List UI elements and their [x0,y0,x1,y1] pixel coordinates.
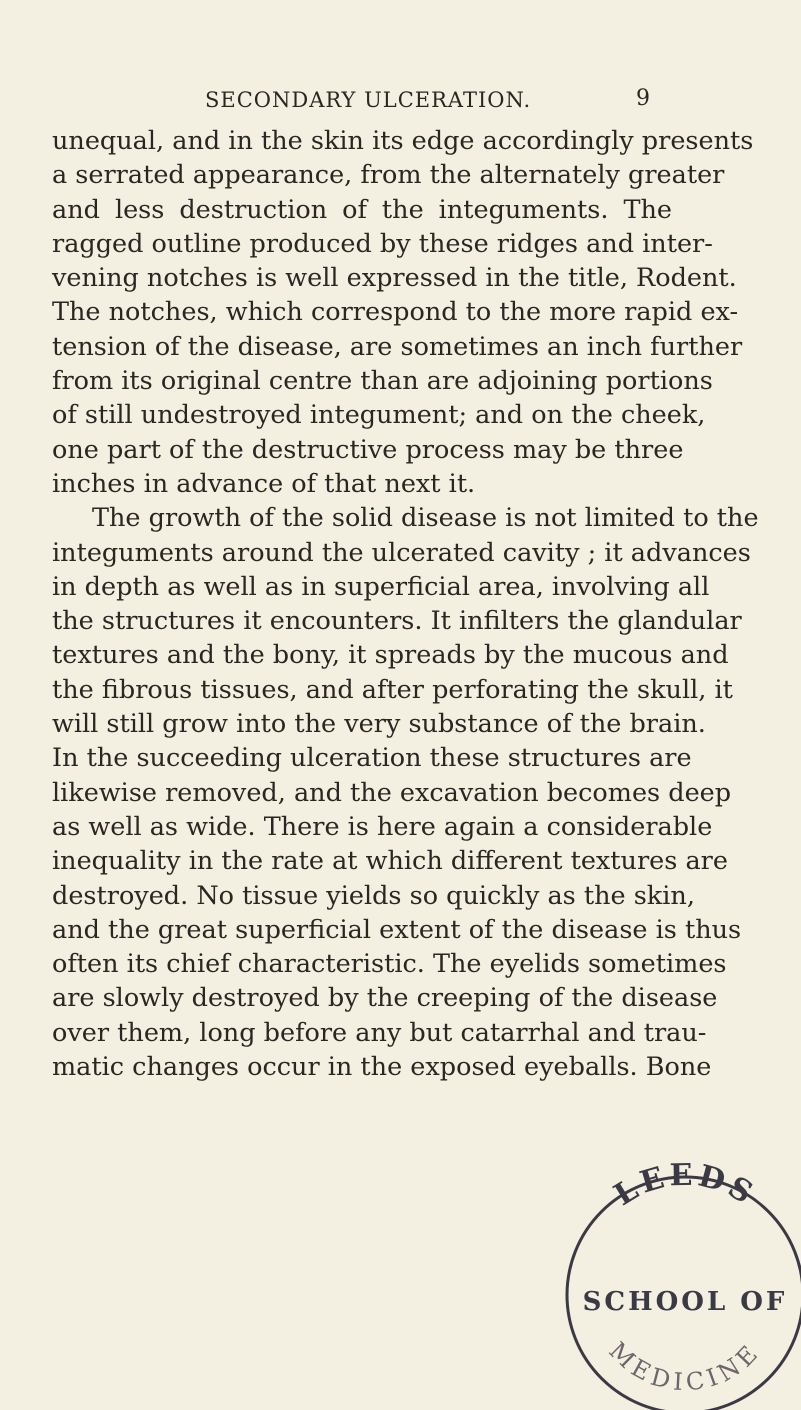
text-line: over them, long before any but catarrhal and trau- [52,1017,707,1048]
paragraph-first-line: The growth of the solid disease is not limited to the [92,503,759,534]
body-text [52,124,759,1084]
text-line: inequality in the rate at which different textures are [52,846,728,877]
text-line: will still grow into the very substance of the brain. [52,709,706,740]
library-stamp [545,1160,801,1410]
text-line: In the succeeding ulceration these structures are [52,743,692,774]
text-line: vening notches is well expressed in the title, Rodent. [52,263,737,294]
text-line: integuments around the ulcerated cavity ; it advances [52,537,751,568]
running-title: SECONDARY ULCERATION. [205,88,532,112]
text-line: tension of the disease, are sometimes an inch further [52,331,743,362]
text-line: and the great superficial extent of the disease is thus [52,914,742,945]
text-line: are slowly destroyed by the creeping of the disease [52,983,718,1014]
text-line: and less destruction of the integuments. The [52,194,672,225]
stamp-bottom-text: MEDICINE [603,1336,767,1397]
text-line: in depth as well as in superficial area, involving all [52,571,710,602]
text-line: one part of the destructive process may be three [52,434,684,465]
text-line: The notches, which correspond to the more rapid ex- [52,297,739,328]
page-header [0,82,801,122]
text-line: unequal, and in the skin its edge accordingly presents [52,126,754,156]
text-line: often its chief characteristic. The eyelids sometimes [52,949,727,980]
text-line: likewise removed, and the excavation becomes deep [52,777,732,808]
text-line: matic changes occur in the exposed eyeballs. Bone [52,1052,712,1083]
text-line: from its original centre than are adjoining portions [52,366,713,397]
text-line: ragged outline produced by these ridges and inter- [52,228,713,259]
text-line: a serrated appearance, from the alternately greater [52,160,725,191]
text-line: destroyed. No tissue yields so quickly as the skin, [52,880,695,911]
page-number: 9 [636,86,650,111]
text-line: the structures it encounters. It infilters the glandular [52,606,742,637]
text-line: textures and the bony, it spreads by the mucous and [52,640,729,671]
paragraph-end-line: inches in advance of that next it. [52,468,476,499]
stamp-middle-text: SCHOOL OF [582,1287,788,1317]
stamp-top-text: LEEDS [608,1160,762,1214]
text-line: the fibrous tissues, and after perforating the skull, it [52,674,733,705]
text-line: as well as wide. There is here again a considerable [52,811,713,842]
text-line: of still undestroyed integument; and on the cheek, [52,400,706,431]
